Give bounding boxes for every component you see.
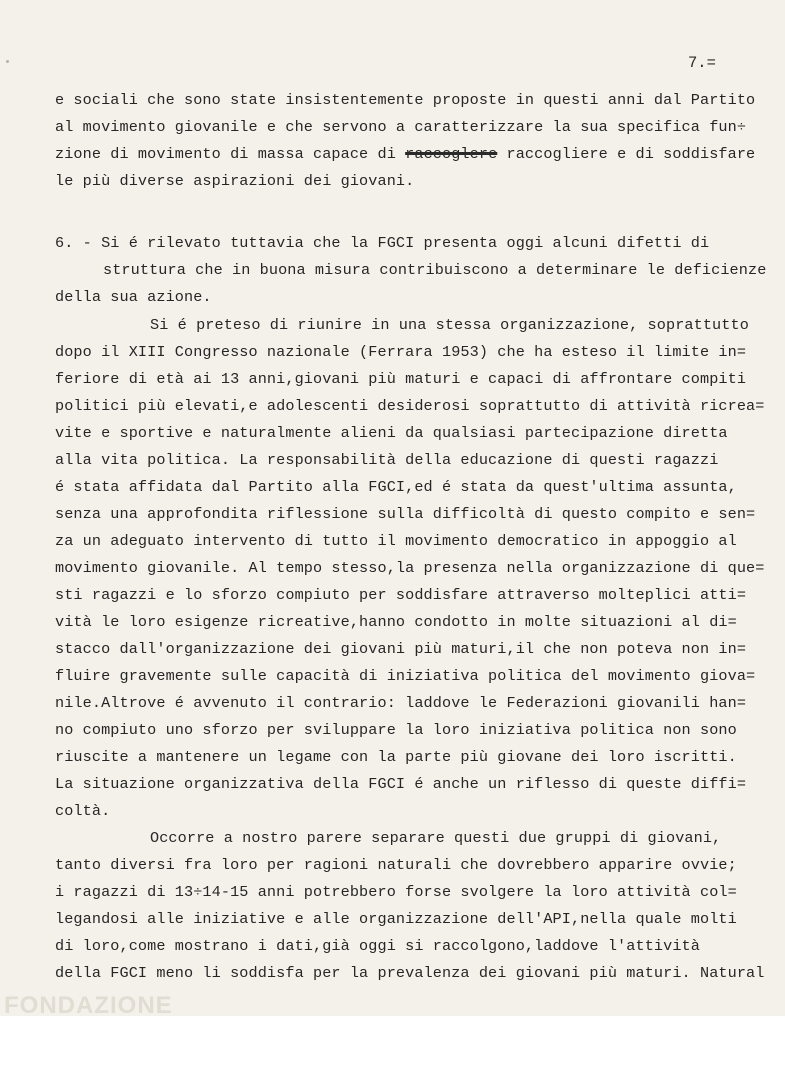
paragraph-start-line: Si é preteso di riunire in una stessa organizzazione, soprattutto	[150, 316, 749, 334]
page-number: 7.=	[688, 54, 716, 72]
text-line: i ragazzi di 13÷14-15 anni potrebbero forse svolgere la loro attività col=	[55, 883, 737, 901]
text-line: feriore di età ai 13 anni,giovani più maturi e capaci di affrontare compiti	[55, 370, 747, 388]
text-line: vità le loro esigenze ricreative,hanno condotto in molte situazioni al di=	[55, 613, 737, 631]
text-line: tanto diversi fra loro per ragioni naturali che dovrebbero apparire ovvie;	[55, 856, 737, 874]
text-line: legandosi alle iniziative e alle organizzazione dell'API,nella quale molti	[55, 910, 737, 928]
text-line: nile.Altrove é avvenuto il contrario: laddove le Federazioni giovanili han=	[55, 694, 747, 712]
scan-margin	[0, 1016, 785, 1080]
text-segment: zione di movimento di massa capace di	[55, 145, 406, 163]
text-line: sti ragazzi e lo sforzo compiuto per soddisfare attraverso molteplici atti=	[55, 586, 747, 604]
text-line: vite e sportive e naturalmente alieni da qualsiasi partecipazione diretta	[55, 424, 728, 442]
text-line: politici più elevati,e adolescenti desiderosi soprattutto di attività ricrea=	[55, 397, 765, 415]
struck-out-word: raccoglere	[405, 145, 498, 163]
text-line: dopo il XIII Congresso nazionale (Ferrara 1953) che ha esteso il limite in=	[55, 343, 747, 361]
text-line: riuscite a mantenere un legame con la parte più giovane dei loro iscritti.	[55, 748, 737, 766]
text-line: della FGCI meno li soddisfa per la prevalenza dei giovani più maturi. Natural	[55, 964, 765, 982]
text-line: senza una approfondita riflessione sulla difficoltà di questo compito e sen=	[55, 505, 756, 523]
text-line: fluire gravemente sulle capacità di iniziativa politica del movimento giova=	[55, 667, 756, 685]
text-line: no compiuto uno sforzo per sviluppare la loro iniziativa politica non sono	[55, 721, 737, 739]
text-line: di loro,come mostrano i dati,già oggi si raccolgono,laddove l'attività	[55, 937, 700, 955]
text-line: coltà.	[55, 802, 111, 820]
archive-watermark: FONDAZIONE	[4, 992, 173, 1016]
text-line: della sua azione.	[55, 288, 212, 306]
text-line: le più diverse aspirazioni dei giovani.	[55, 172, 415, 190]
text-line: é stata affidata dal Partito alla FGCI,ed é stata da quest'ultima assunta,	[55, 478, 737, 496]
section-heading-line: 6. - Si é rilevato tuttavia che la FGCI presenta oggi alcuni difetti di	[55, 234, 710, 252]
text-line: La situazione organizzativa della FGCI é anche un riflesso di queste diffi=	[55, 775, 747, 793]
text-line: alla vita politica. La responsabilità della educazione di questi ragazzi	[55, 451, 719, 469]
text-line: al movimento giovanile e che servono a caratterizzare la sua specifica fun÷	[55, 118, 747, 136]
paragraph-start-line: Occorre a nostro parere separare questi due gruppi di giovani,	[150, 829, 722, 847]
text-line: e sociali che sono state insistentemente proposte in questi anni dal Partito	[55, 91, 756, 109]
text-line: za un adeguato intervento di tutto il movimento democratico in appoggio al	[55, 532, 737, 550]
text-line: stacco dall'organizzazione dei giovani più maturi,il che non poteva non in=	[55, 640, 747, 658]
paper-speck	[6, 60, 9, 63]
text-line: movimento giovanile. Al tempo stesso,la presenza nella organizzazione di que=	[55, 559, 765, 577]
text-segment: raccogliere e di soddisfare	[497, 145, 756, 163]
text-line: struttura che in buona misura contribuiscono a determinare le deficienze	[103, 261, 767, 279]
text-line	[55, 145, 755, 163]
